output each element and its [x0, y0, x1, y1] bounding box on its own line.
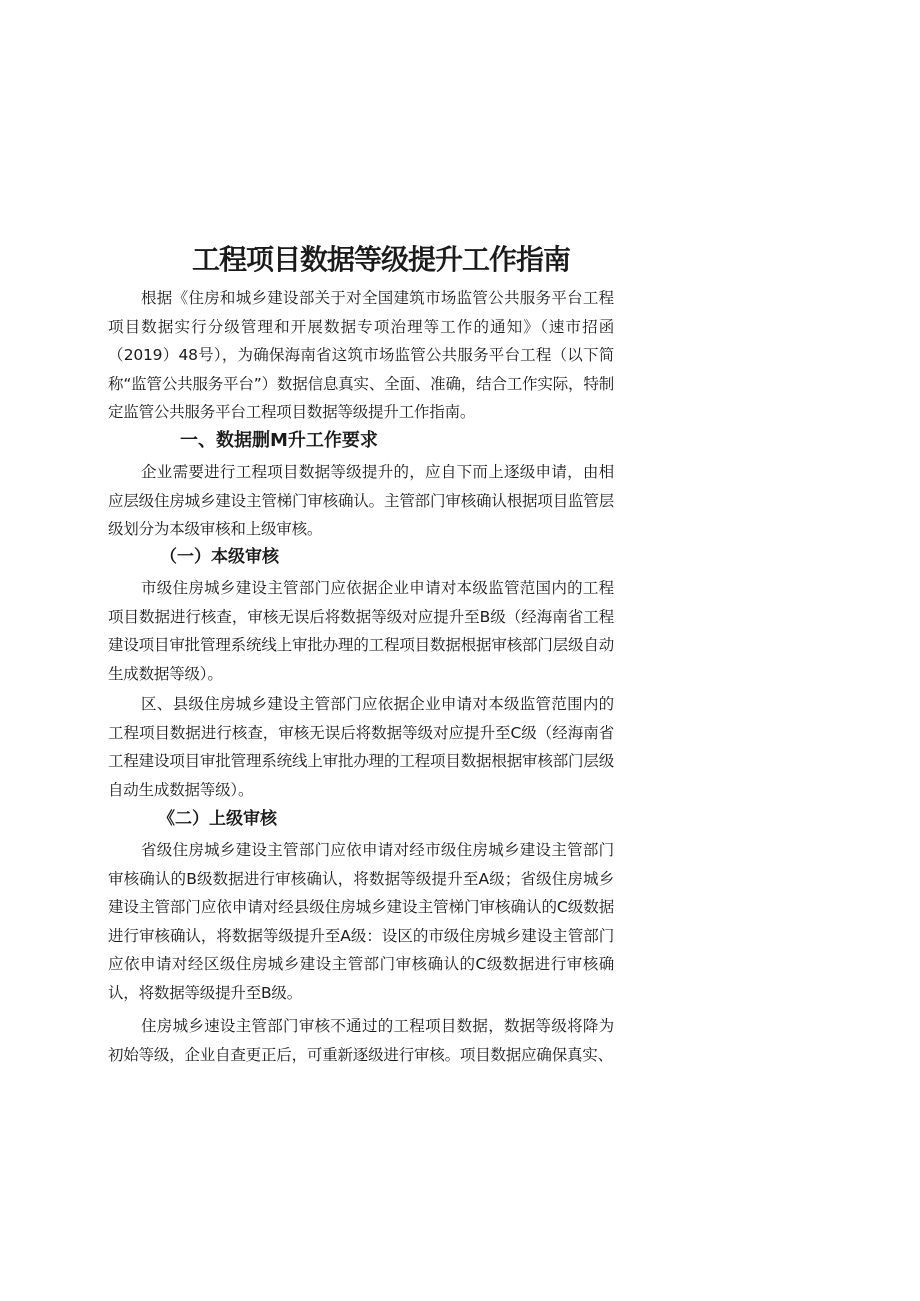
section1-paragraph: 企业需要进行工程项目数据等级提升的，应自下而上逐级申请，由相应层级住房城乡建设主管梯门审核确认。主管部门审核确认根据项目监管层级划分为本级审核和上级审核。 — [108, 463, 614, 539]
subsection2-heading: 《二）上级审核 — [158, 809, 277, 829]
subsection2-paragraph-1: 省级住房城乡建设主管部门应依申请对经市级住房城乡建设主管部门审核确认的B级数据进行审核确认，将数据等级提升至A级；省级住房城乡建设主管部门应依申请对经县级住房城乡建设主管梯门审核确认的C级数据进行审核确认，将数据等级提升至A级：设区的市级住房城乡建设主管部门应依申请对经区级住房城乡建设主管部门审核确认的C级数据进行审核确认，将数据等级提升至B级。 — [108, 841, 614, 1002]
document-title: 工程项目数据等级提升工作指南 — [191, 243, 570, 276]
subsection1-paragraph-2: 区、县级住房城乡建设主管部门应依据企业申请对本级监管范围内的工程项目数据进行核查，审核无误后将数据等级对应提升至C级（经海南省工程建设项目审批管理系统线上审批办理的工程项目数据根据审核部门层级自动生成数据等级）。 — [108, 695, 614, 799]
subsection2-paragraph-2: 住房城乡速设主管部门审核不通过的工程项目数据，数据等级将降为初始等级，企业自查更正后，可重新逐级进行审核。项目数据应确保真实、 — [108, 1017, 614, 1064]
section1-heading: 一、数据删M升工作要求 — [180, 430, 378, 451]
subsection1-heading: （一）本级审核 — [160, 547, 279, 567]
subsection1-paragraph-1: 市级住房城乡建设主管部门应依据企业申请对本级监管范国内的工程项目数据进行核查，审核无误后将数据等级对应提升至B级（经海南省工程建设项目审批管理系统线上审批办理的工程项目数据根据审核部门层级自动生成数据等级）。 — [108, 579, 614, 683]
intro-paragraph: 根据《住房和城乡建设部关于对全国建筑市场监管公共服务平台工程项目数据实行分级管理和开展数据专项治理等工作的通知》（速市招函（2019）48号），为确保海南省这筑市场监管公共服务平台工程（以下简称“监管公共服务平台”）数据信息真实、全面、准确，结合工作实际，特制定监管公共服务平台工程项目数据等级提升工作指南。 — [108, 289, 614, 422]
